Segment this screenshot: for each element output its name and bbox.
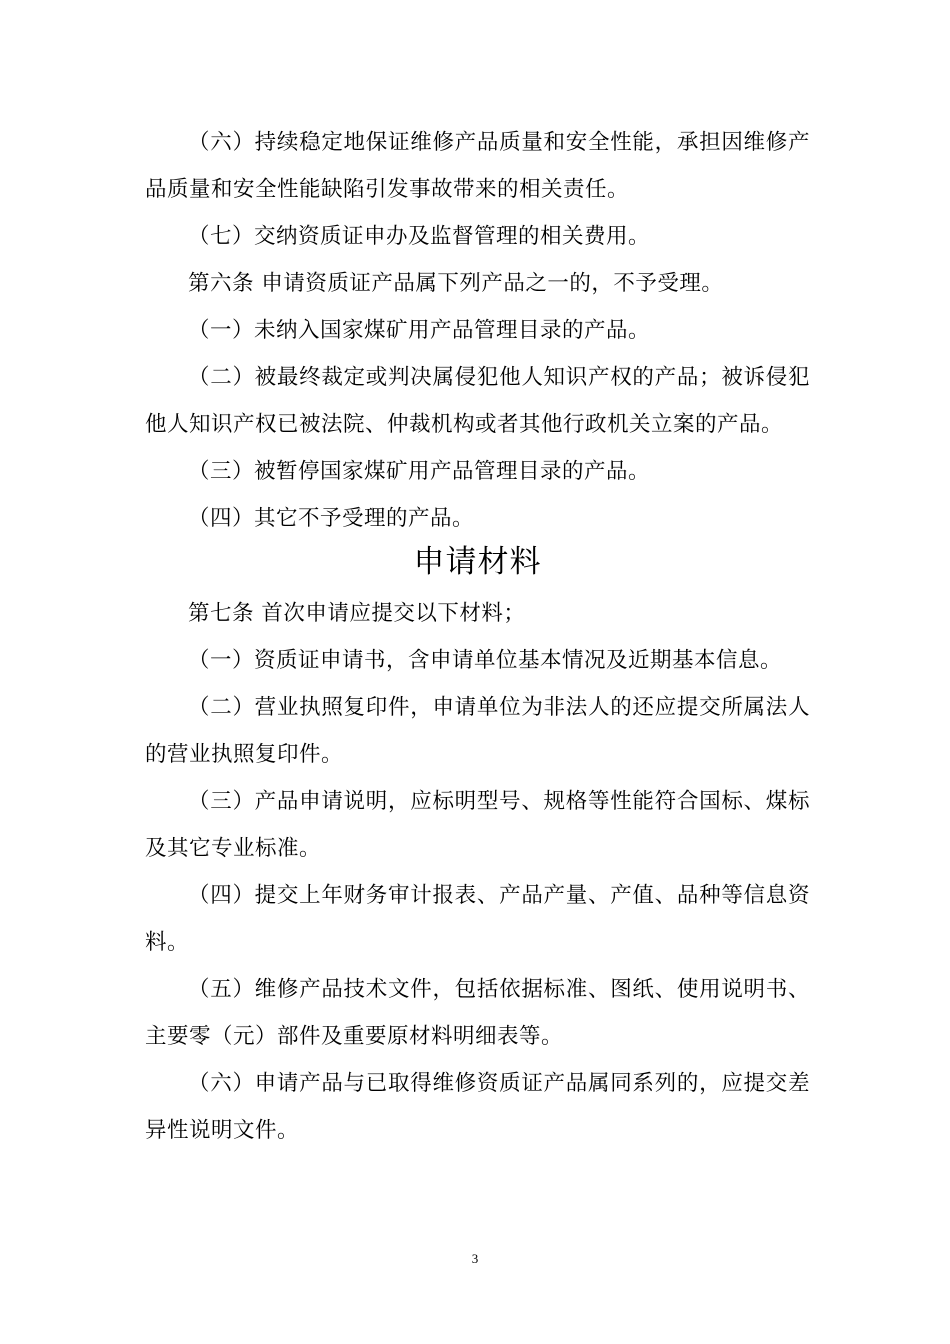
article-6-item-1: （一）未纳入国家煤矿用产品管理目录的产品。 [188, 318, 651, 343]
document-body [145, 119, 810, 1154]
article-7-item-6: （六）申请产品与已取得维修资质证产品属同系列的，应提交差异性说明文件。 [145, 1071, 810, 1143]
article-7-item-4: （四）提交上年财务审计报表、产品产量、产值、品种等信息资料。 [145, 883, 810, 955]
page-number: 3 [471, 1251, 479, 1266]
article-6-item-3: （三）被暂停国家煤矿用产品管理目录的产品。 [188, 459, 651, 484]
paragraph-item-6: （六）持续稳定地保证维修产品质量和安全性能，承担因维修产品质量和安全性能缺陷引发事故带来的相关责任。 [145, 130, 810, 202]
article-7-item-5: （五）维修产品技术文件，包括依据标准、图纸、使用说明书、主要零（元）部件及重要原材料明细表等。 [145, 977, 810, 1049]
article-7: 第七条 首次申请应提交以下材料； [188, 601, 526, 626]
section-heading: 申请材料 [413, 544, 542, 580]
article-6: 第六条 申请资质证产品属下列产品之一的，不予受理。 [188, 271, 724, 296]
article-7-item-1: （一）资质证申请书，含申请单位基本情况及近期基本信息。 [188, 648, 783, 673]
article-6-item-2: （二）被最终裁定或判决属侵犯他人知识产权的产品；被诉侵犯他人知识产权已被法院、仲裁机构或者其他行政机关立案的产品。 [145, 365, 810, 437]
article-7-item-2: （二）营业执照复印件，申请单位为非法人的还应提交所属法人的营业执照复印件。 [145, 695, 810, 767]
article-6-item-4: （四）其它不予受理的产品。 [188, 506, 475, 531]
paragraph-item-7: （七）交纳资质证申办及监督管理的相关费用。 [188, 224, 651, 249]
article-7-item-3: （三）产品申请说明，应标明型号、规格等性能符合国标、煤标及其它专业标准。 [145, 789, 810, 861]
